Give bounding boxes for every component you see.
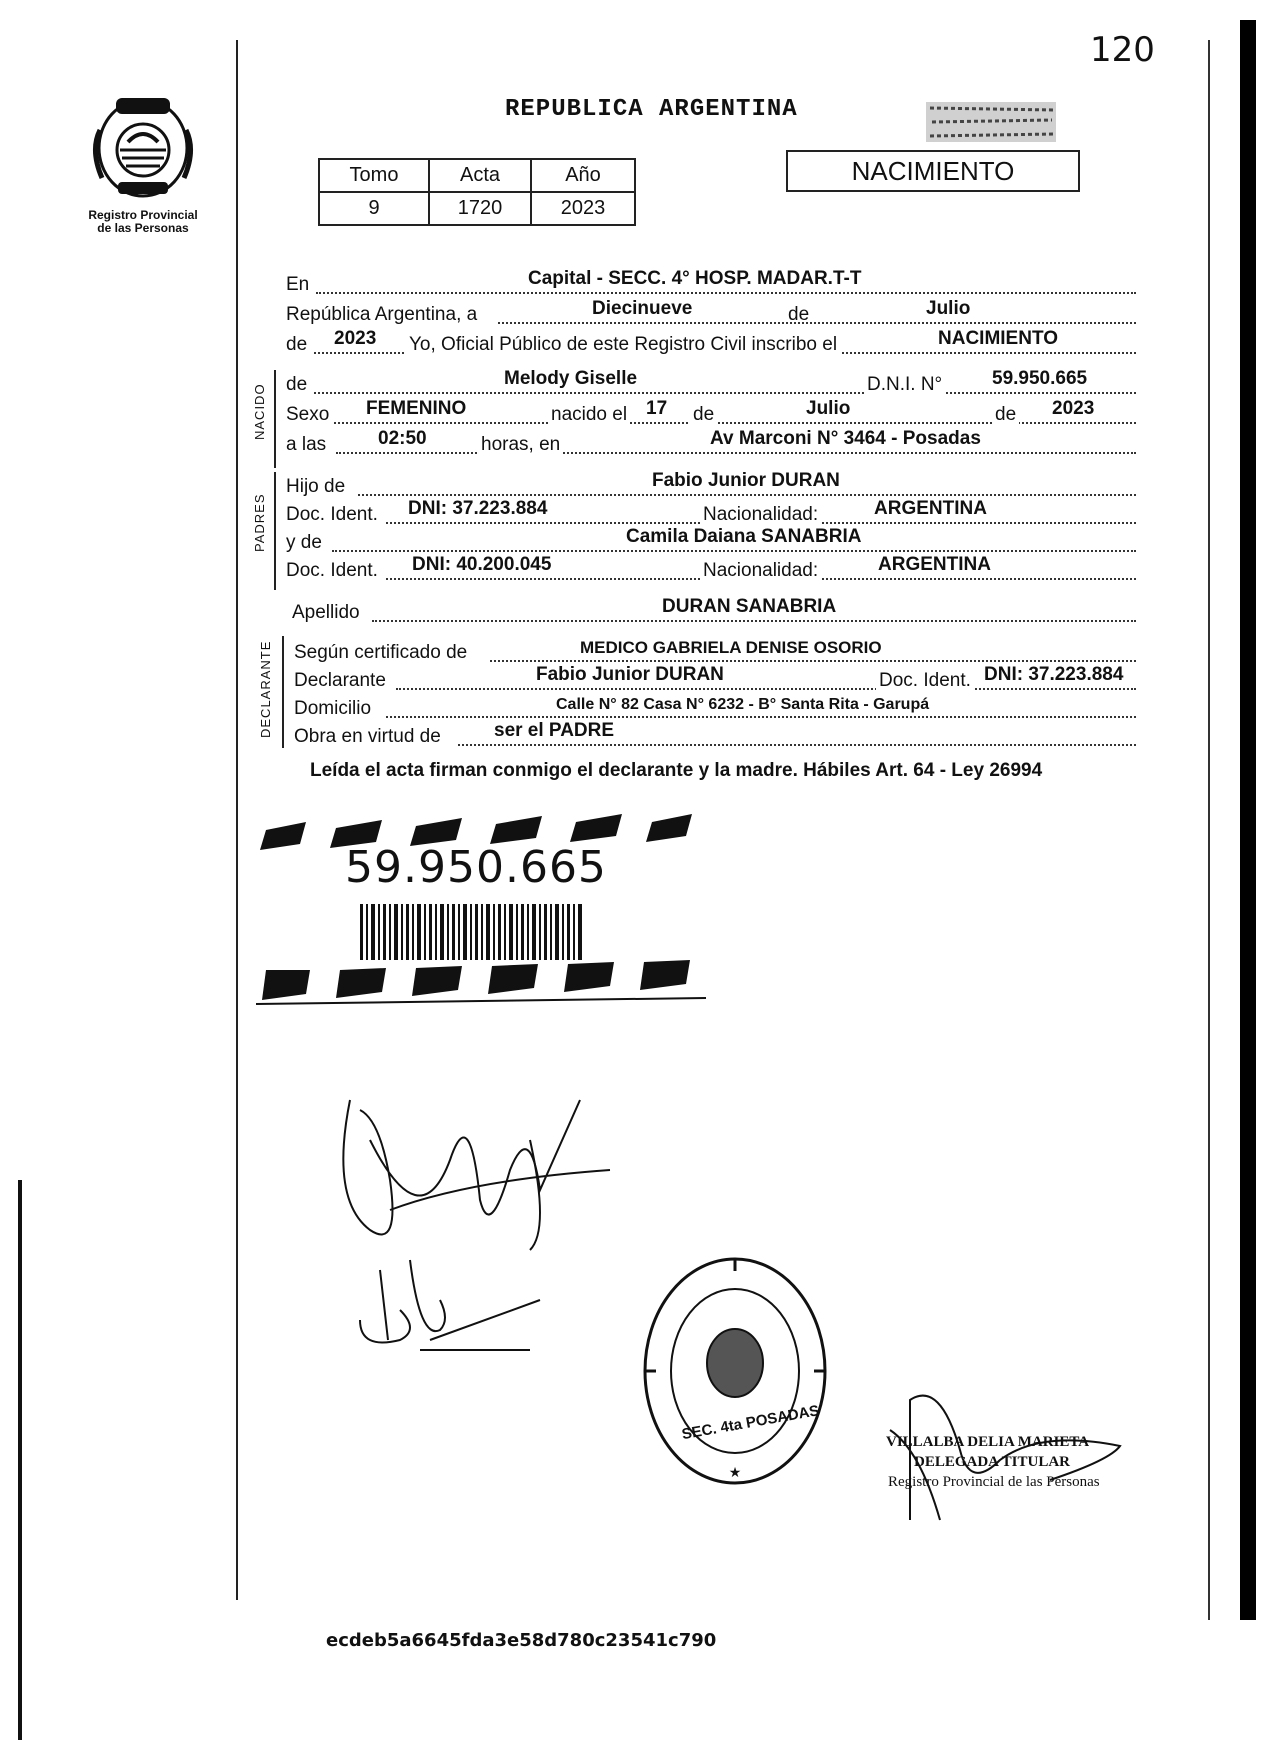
row-certificado <box>294 640 1136 666</box>
dots <box>314 392 1136 394</box>
row-obra <box>294 720 1136 750</box>
label-segun: Según certificado de <box>294 642 468 663</box>
value-padre-doc: DNI: 37.223.884 <box>408 498 548 519</box>
issuer-caption-line1: Registro Provincial <box>88 208 198 222</box>
value-nac-mes: Julio <box>806 398 851 419</box>
registry-value-row <box>319 192 635 225</box>
dots <box>372 620 1136 622</box>
value-madre-doc: DNI: 40.200.045 <box>412 554 552 575</box>
value-padre-nac: ARGENTINA <box>874 498 987 519</box>
label-apellido: Apellido <box>292 602 360 623</box>
margin-line <box>236 40 238 1600</box>
label-yo: Yo, Oficial Público de este Registro Civil inscribo el <box>406 334 840 356</box>
label-de-anio: de <box>286 334 308 355</box>
label-nacionalidad-padre: Nacionalidad: <box>700 504 821 526</box>
document-type-box: NACIMIENTO <box>786 150 1080 192</box>
issuer-caption <box>78 209 208 235</box>
registry-header-anio: Año <box>531 159 635 192</box>
official-title: DELEGADA TITULAR <box>914 1454 1071 1470</box>
scan-edge-bar-left <box>18 1180 22 1740</box>
value-apellido: DURAN SANABRIA <box>662 596 837 617</box>
value-nac-anio: 2023 <box>1052 398 1095 419</box>
label-de-nac-anio: de <box>992 404 1019 426</box>
document-hash: ecdeb5a6645fda3e58d780c23541c790 <box>326 1630 717 1651</box>
dots <box>332 550 1136 552</box>
scan-edge-bar <box>1240 20 1256 1620</box>
registry-header-tomo: Tomo <box>319 159 429 192</box>
issuer-logo <box>78 90 208 235</box>
value-dni: 59.950.665 <box>992 368 1088 389</box>
label-sexo: Sexo <box>286 404 330 425</box>
value-declarante: Fabio Junior DURAN <box>536 664 724 685</box>
value-sexo: FEMENINO <box>366 398 467 419</box>
closing-statement: Leída el acta firman conmigo el declarante y la madre. Hábiles Art. 64 - Ley 26994 <box>310 760 1043 781</box>
label-dni: D.N.I. N° <box>864 374 945 396</box>
label-doc-ident-padre: Doc. Ident. <box>286 504 378 525</box>
label-doc-ident-declarante: Doc. Ident. <box>876 670 974 692</box>
row-nombre <box>286 368 1136 398</box>
label-en: En <box>286 274 310 295</box>
row-hora-lugar <box>286 428 1136 458</box>
issuer-caption-line2: de las Personas <box>97 221 189 235</box>
value-acto: NACIMIENTO <box>938 328 1058 349</box>
dots <box>498 322 1136 324</box>
dots <box>396 688 1136 690</box>
row-domicilio <box>294 696 1136 722</box>
value-lugar: Capital - SECC. 4° HOSP. MADAR.T-T <box>528 268 862 289</box>
value-declarante-doc: DNI: 37.223.884 <box>984 664 1124 685</box>
label-hijo-de: Hijo de <box>286 476 346 497</box>
official-registry: Registro Provincial de las Personas <box>888 1474 1100 1490</box>
value-anio: 2023 <box>334 328 377 349</box>
signature-madre <box>340 1240 560 1360</box>
label-de-nac-mes: de <box>690 404 717 426</box>
row-acto <box>286 328 1136 358</box>
value-madre-nac: ARGENTINA <box>878 554 991 575</box>
label-a-las: a las <box>286 434 327 455</box>
dots <box>458 744 1136 746</box>
value-lugar-nac: Av Marconi N° 3464 - Posadas <box>710 428 981 449</box>
row-fecha-inscripcion <box>286 298 1136 328</box>
label-de-mes: de <box>788 304 810 325</box>
label-de-nombre: de <box>286 374 308 395</box>
section-bar-nacido <box>274 370 276 468</box>
row-madre-doc <box>286 554 1136 584</box>
label-horas-en: horas, en <box>478 434 563 456</box>
section-label-padres: PADRES <box>252 493 267 552</box>
row-sexo-fecha <box>286 398 1136 428</box>
registry-anio: 2023 <box>531 192 635 225</box>
control-stamp-icon <box>924 98 1060 146</box>
section-bar-padres <box>274 472 276 590</box>
value-obra: ser el PADRE <box>494 720 615 741</box>
label-declarante: Declarante <box>294 670 386 691</box>
section-label-declarante: DECLARANTE <box>258 640 273 738</box>
value-dia: Diecinueve <box>592 298 693 319</box>
official-seal-icon <box>640 1255 830 1487</box>
section-label-nacido: NACIDO <box>252 383 267 440</box>
value-hora: 02:50 <box>378 428 427 449</box>
registry-tomo: 9 <box>319 192 429 225</box>
value-certificado: MEDICO GABRIELA DENISE OSORIO <box>580 638 882 657</box>
label-republica: República Argentina, a <box>286 304 478 325</box>
page-number: 120 <box>1090 30 1155 70</box>
right-border-line <box>1208 40 1210 1620</box>
document-title: REPUBLICA ARGENTINA <box>505 96 798 123</box>
value-mes: Julio <box>926 298 971 319</box>
coat-of-arms-icon <box>88 90 198 200</box>
label-nacionalidad-madre: Nacionalidad: <box>700 560 821 582</box>
official-name: VILLALBA DELIA MARIETA <box>886 1434 1090 1450</box>
row-declarante <box>294 664 1136 694</box>
section-bar-declarante <box>282 636 284 748</box>
value-padre: Fabio Junior DURAN <box>652 470 840 491</box>
label-domicilio: Domicilio <box>294 698 372 719</box>
value-madre: Camila Daiana SANABRIA <box>626 526 862 547</box>
value-nombre: Melody Giselle <box>504 368 638 389</box>
row-padre <box>286 470 1136 500</box>
svg-text:★: ★ <box>728 1464 742 1480</box>
label-doc-ident-madre: Doc. Ident. <box>286 560 378 581</box>
row-lugar <box>286 268 1136 298</box>
row-padre-doc <box>286 498 1136 528</box>
dots <box>490 660 1136 662</box>
dots <box>386 716 1136 718</box>
sticker-border-bottom <box>256 948 716 1008</box>
label-obra: Obra en virtud de <box>294 726 441 747</box>
registry-table <box>318 158 636 226</box>
registry-header-row <box>319 159 635 192</box>
registry-header-acta: Acta <box>429 159 531 192</box>
row-apellido <box>286 596 1136 626</box>
row-madre <box>286 526 1136 556</box>
dots <box>316 292 1136 294</box>
label-y-de: y de <box>286 532 322 553</box>
dots <box>336 452 1136 454</box>
sticker-dni-number: 59.950.665 <box>345 842 607 893</box>
value-nac-dia: 17 <box>646 398 668 419</box>
dots <box>358 494 1136 496</box>
seal-inner-text: SEC. 4ta POSADAS <box>680 1402 821 1444</box>
value-domicilio: Calle N° 82 Casa N° 6232 - B° Santa Rita - Garupá <box>556 696 930 713</box>
label-nacido: nacido el <box>548 404 630 426</box>
registry-acta: 1720 <box>429 192 531 225</box>
